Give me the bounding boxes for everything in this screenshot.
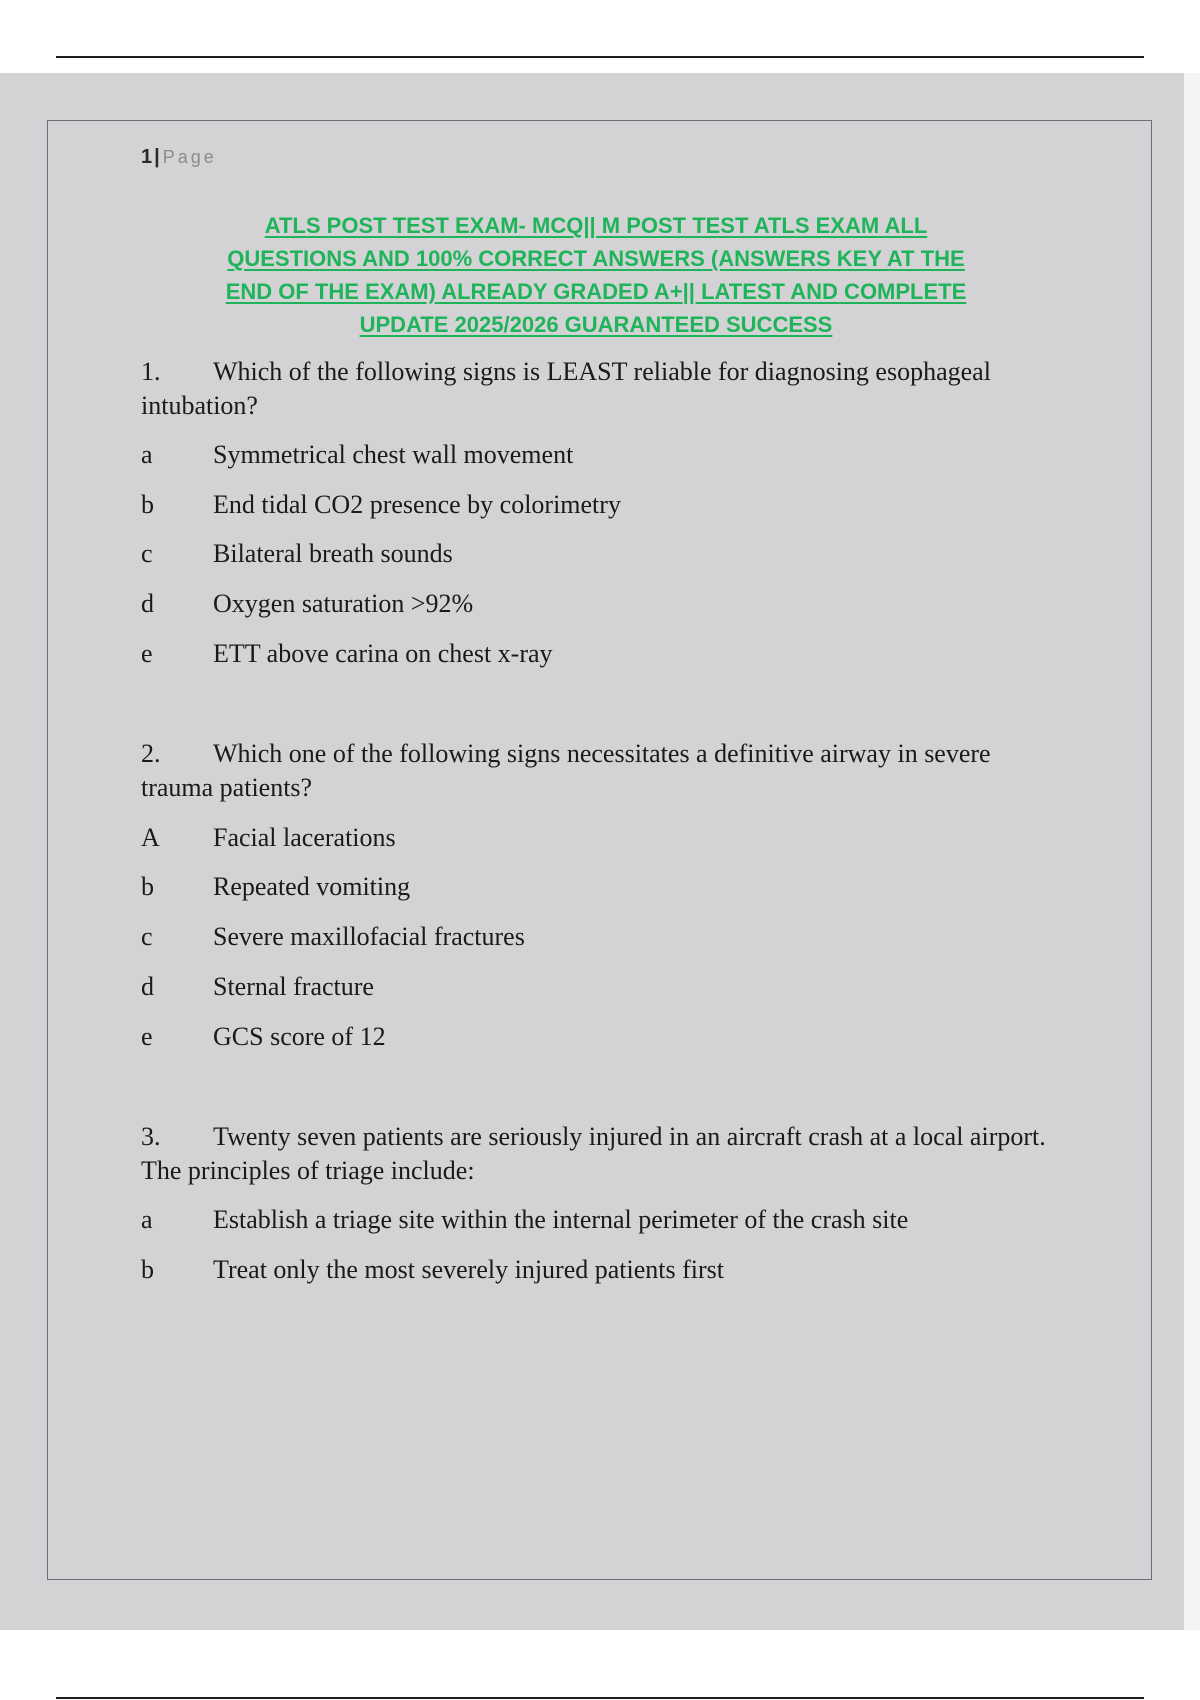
- option-letter: b: [141, 1255, 154, 1284]
- option-1d: [141, 587, 1061, 621]
- option-letter: c: [141, 539, 153, 568]
- option-letter: a: [141, 1205, 153, 1234]
- title-line: END OF THE EXAM) ALREADY GRADED A+|| LATEST AND COMPLETE: [225, 279, 967, 304]
- option-letter: c: [141, 922, 153, 951]
- question-text: Which one of the following signs necessitates a definitive airway in severe trauma patients?: [141, 739, 991, 802]
- option-text: Facial lacerations: [213, 823, 396, 852]
- option-text: Symmetrical chest wall movement: [213, 440, 574, 469]
- question-number: 3.: [141, 1122, 161, 1151]
- option-text: ETT above carina on chest x-ray: [213, 639, 553, 668]
- option-1a: [141, 438, 1061, 472]
- page-number: 1: [141, 146, 153, 168]
- option-3a: [141, 1203, 1061, 1237]
- option-letter: d: [141, 589, 154, 618]
- option-1c: [141, 537, 1061, 571]
- question-text: Twenty seven patients are seriously injured in an aircraft crash at a local airport. The principles of triage include:: [141, 1122, 1046, 1185]
- page-number-header: [141, 146, 217, 169]
- question-number: 2.: [141, 739, 161, 768]
- option-letter: d: [141, 972, 154, 1001]
- option-letter: a: [141, 440, 153, 469]
- question-number: 1.: [141, 357, 161, 386]
- page-label: Page: [162, 147, 217, 167]
- title-line: QUESTIONS AND 100% CORRECT ANSWERS (ANSWERS KEY AT THE: [227, 246, 965, 271]
- option-2e: [141, 1020, 1061, 1054]
- option-1e: [141, 637, 1061, 671]
- option-letter: b: [141, 872, 154, 901]
- option-2b: [141, 870, 1061, 904]
- question-1: [141, 355, 1061, 423]
- option-letter: b: [141, 490, 154, 519]
- option-2a: [141, 821, 1061, 855]
- option-text: Severe maxillofacial fractures: [213, 922, 525, 951]
- option-3b: [141, 1253, 1061, 1287]
- option-2d: [141, 970, 1061, 1004]
- option-text: End tidal CO2 presence by colorimetry: [213, 490, 621, 519]
- option-text: Treat only the most severely injured patients first: [213, 1255, 724, 1284]
- title-line: UPDATE 2025/2026 GUARANTEED SUCCESS: [359, 312, 833, 337]
- option-letter: e: [141, 1022, 153, 1051]
- bottom-divider: [56, 1697, 1144, 1699]
- option-2c: [141, 920, 1061, 954]
- page-separator: |: [154, 146, 160, 168]
- document-title: [141, 209, 1051, 341]
- question-2: [141, 737, 1061, 805]
- title-line: ATLS POST TEST EXAM- MCQ|| M POST TEST ATLS EXAM ALL: [264, 213, 928, 238]
- option-text: GCS score of 12: [213, 1022, 386, 1051]
- option-text: Establish a triage site within the internal perimeter of the crash site: [213, 1205, 909, 1234]
- question-text: Which of the following signs is LEAST reliable for diagnosing esophageal intubation?: [141, 357, 991, 420]
- question-3: [141, 1120, 1061, 1188]
- option-letter: e: [141, 639, 153, 668]
- option-text: Sternal fracture: [213, 972, 374, 1001]
- option-1b: [141, 488, 1061, 522]
- option-letter: A: [141, 823, 160, 852]
- option-text: Bilateral breath sounds: [213, 539, 453, 568]
- option-text: Repeated vomiting: [213, 872, 411, 901]
- top-divider: [56, 56, 1144, 58]
- option-text: Oxygen saturation >92%: [213, 589, 474, 618]
